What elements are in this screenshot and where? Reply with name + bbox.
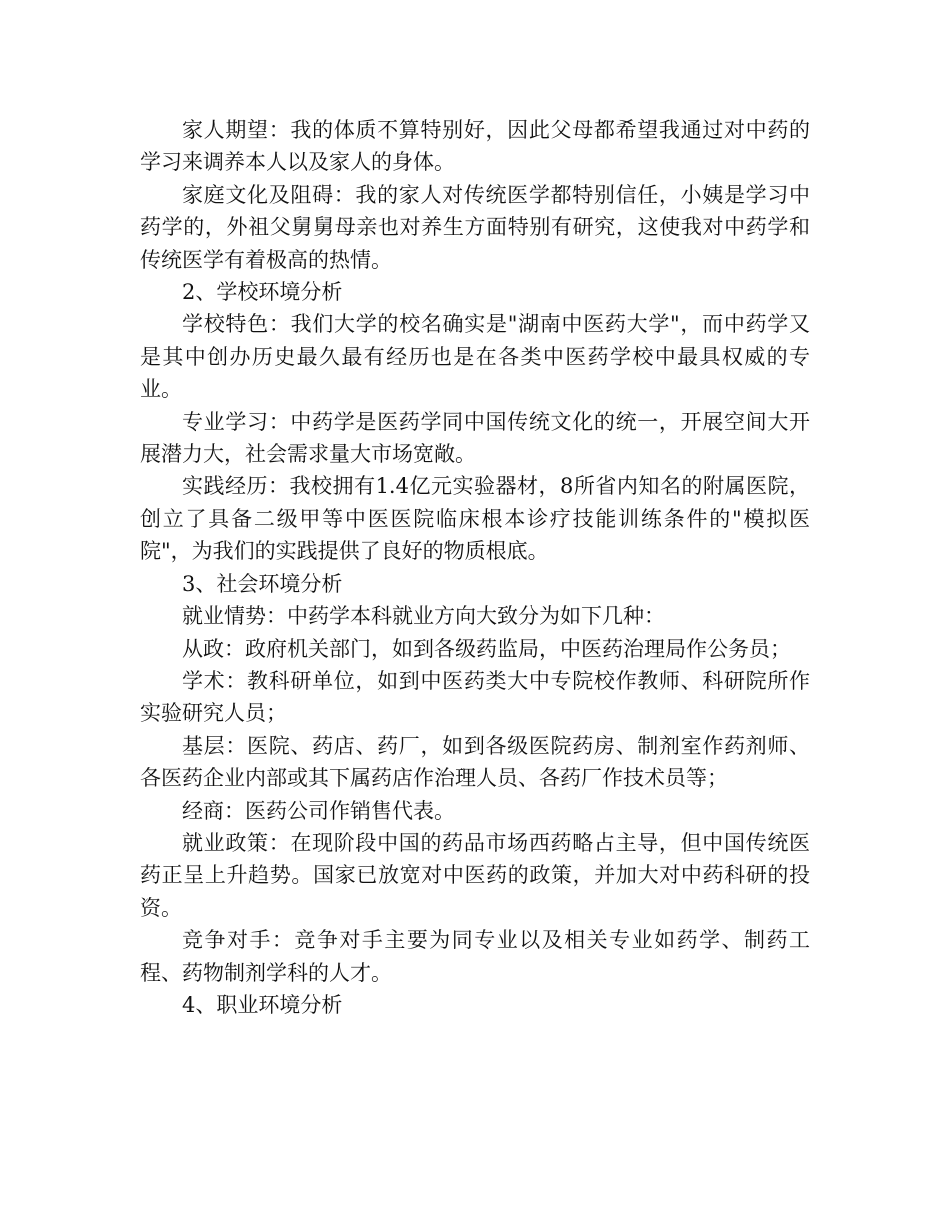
paragraph-government: 从政：政府机关部门，如到各级药监局，中医药治理局作公务员； — [182, 636, 791, 661]
paragraph-school-features: 学校特色：我们大学的校名确实是"湖南中医药大学"，而中药学又是其中创办历史最久最有经历也是在各类中医药学校中最具权威的专业。 — [140, 312, 810, 402]
paragraph-family-expectation: 家人期望：我的体质不算特别好，因此父母都希望我通过对中药的学习来调养本人以及家人的身体。 — [140, 118, 810, 175]
heading-school-environment: 2、学校环境分析 — [182, 280, 343, 305]
paragraph-academic: 学术：教科研单位，如到中医药类大中专院校作教师、科研院所作实验研究人员； — [140, 668, 810, 726]
heading-social-environment: 3、社会环境分析 — [182, 571, 343, 596]
paragraph-competitors: 竞争对手：竞争对手主要为同专业以及相关专业如药学、制药工程、药物制剂学科的人才。 — [140, 928, 810, 985]
paragraph-grassroots: 基层：医院、药店、药厂，如到各级医院药房、制剂室作药剂师、各医药企业内部或其下属药店作治理人员、各药厂作技术员等； — [140, 733, 810, 791]
paragraph-family-culture: 家庭文化及阻碍：我的家人对传统医学都特别信任，小姨是学习中药学的，外祖父舅舅母亲也对养生方面特别有研究，这使我对中药学和传统医学有着极高的热情。 — [140, 182, 810, 272]
paragraph-business: 经商：医药公司作销售代表。 — [182, 798, 455, 823]
document-body — [140, 114, 810, 1021]
paragraph-major-study: 专业学习：中药学是医药学同中国传统文化的统一，开展空间大开展潜力大，社会需求量大市场宽敞。 — [140, 409, 810, 467]
heading-career-environment: 4、职业环境分析 — [182, 992, 343, 1017]
paragraph-employment-situation: 就业情势：中药学本科就业方向大致分为如下几种： — [182, 604, 665, 629]
paragraph-employment-policy: 就业政策：在现阶段中国的药品市场西药略占主导，但中国传统医药正呈上升趋势。国家已放宽对中医药的政策，并加大对中药科研的投资。 — [140, 830, 810, 920]
paragraph-practice-experience: 实践经历：我校拥有1.4亿元实验器材，8所省内知名的附属医院，创立了具备二级甲等中医医院临床根本诊疗技能训练条件的"模拟医院"，为我们的实践提供了良好的物质根底。 — [140, 474, 810, 564]
